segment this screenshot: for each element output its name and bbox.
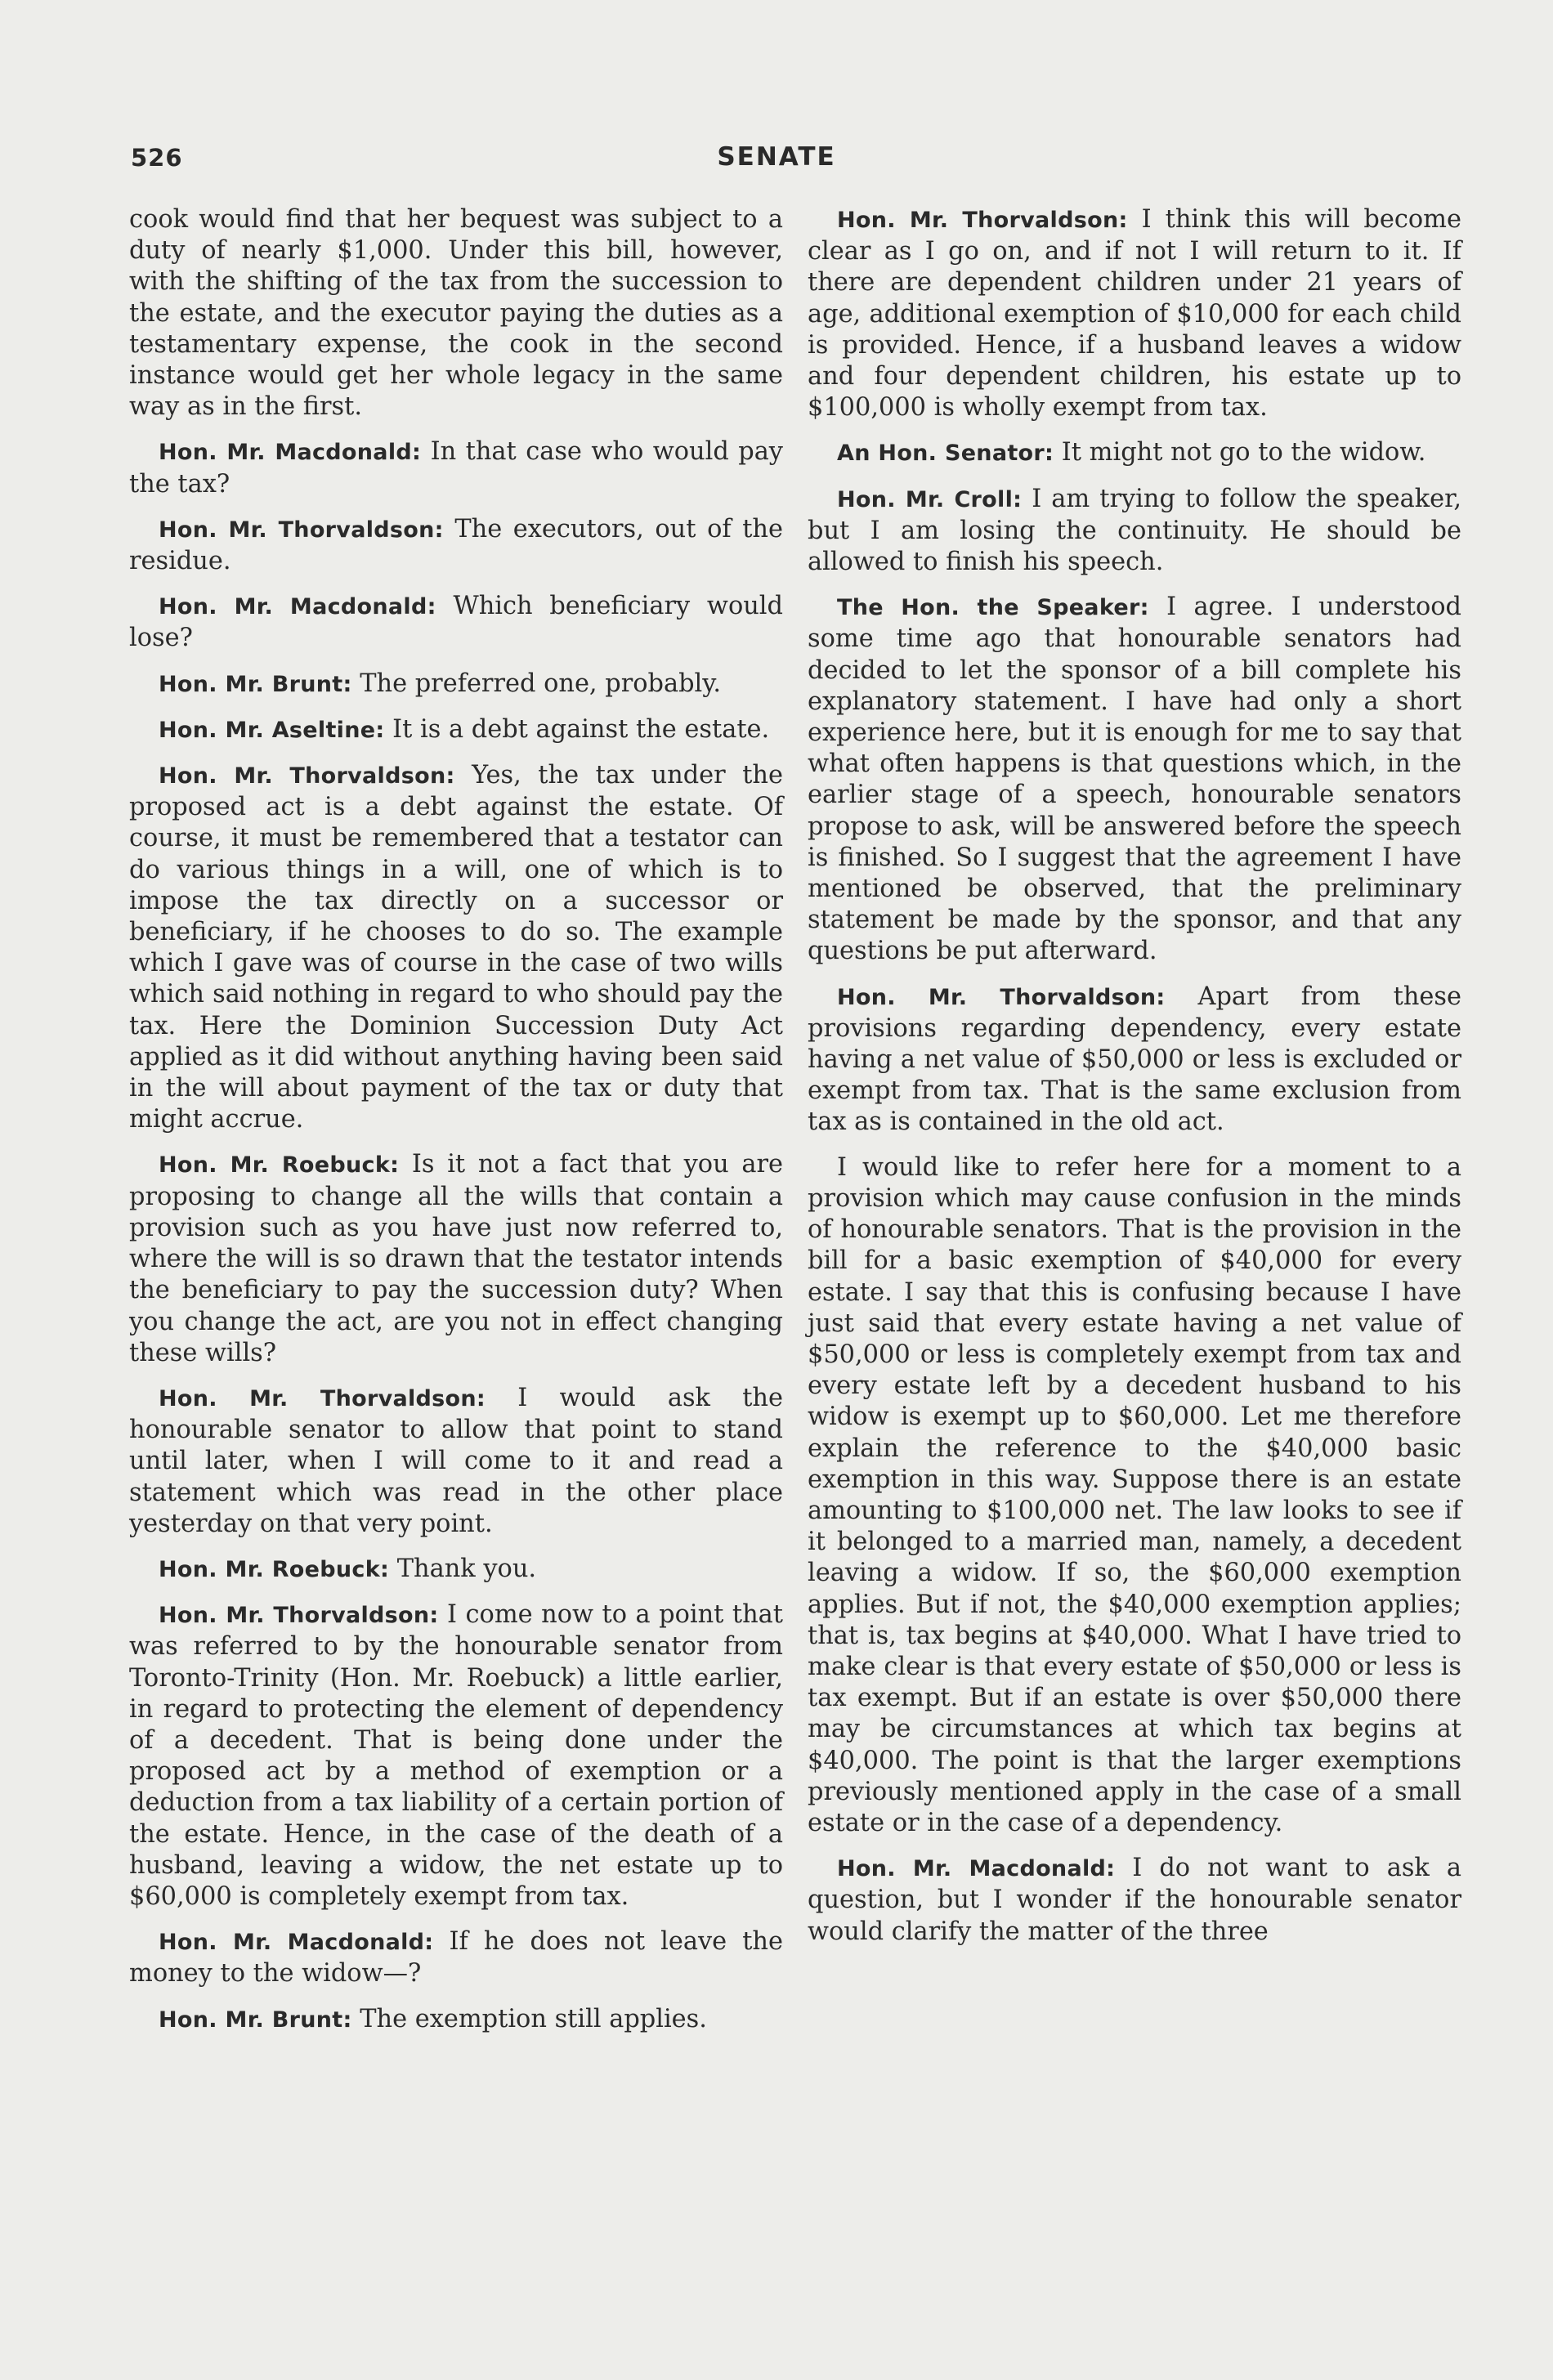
- paragraph: [129, 714, 783, 746]
- speaker-name: Hon. Mr. Thorvaldson:: [159, 1603, 439, 1629]
- paragraph-text: I do not want to ask a question, but I wonder if the honourable senator would clarify the matter of the three: [808, 1854, 1461, 1946]
- paragraph: [129, 1383, 783, 1540]
- speaker-name: Hon. Mr. Roebuck:: [159, 1152, 400, 1179]
- paragraph: [129, 760, 783, 1135]
- paragraph-text: Yes, the tax under the proposed act is a debt against the estate. Of course, it must be remembered that a testator can do various things in a will, one of which is to impose the tax directly on a successor or beneficiary, if he chooses to do so. The example which I gave was of course in the case of two wills which said nothing in regard to who should pay the tax. Here the Dominion Succession Duty Act applied as it did without anything having been said in the will about payment of the tax or duty that might accrue.: [129, 761, 783, 1134]
- speaker-name: Hon. Mr. Aseltine:: [159, 717, 385, 743]
- paragraph-text: It might not go to the widow.: [1061, 438, 1426, 468]
- left-column: [129, 204, 783, 2050]
- paragraph-text: I think this will become clear as I go on, and if not I will return to it. If there are dependent children under 21 years of age, additional exemption of $10,000 for each child is provided. Hence, if a husband leaves a widow and four dependent children, his estate up to $100,000 is wholly exempt from tax.: [808, 205, 1461, 423]
- speaker-name: Hon. Mr. Thorvaldson:: [159, 517, 444, 543]
- paragraph: [129, 436, 783, 499]
- speaker-name: Hon. Mr. Macdonald:: [159, 1930, 434, 1956]
- paragraph-text: I agree. I understood some time ago that honourable senators had decided to let the sponsor of a bill complete his explanatory statement. I have had only a short experience here, but it is enough for me to say that what often happens is that questions which, in the earlier stage of a speech, honourable senators propose to ask, will be answered before the speech is finished. So I suggest that the agreement I have mentioned be observed, that the preliminary statement be made by the sponsor, and that any questions be put afterward.: [808, 593, 1461, 966]
- speaker-name: Hon. Mr. Croll:: [837, 486, 1023, 512]
- paragraph: [129, 1554, 783, 1586]
- paragraph-text: I am trying to follow the speaker, but I am losing the continuity. He should be allowed to finish his speech.: [808, 484, 1461, 577]
- speaker-name: Hon. Mr. Thorvaldson:: [837, 984, 1166, 1010]
- paragraph: [129, 1599, 783, 1912]
- speaker-name: Hon. Mr. Macdonald:: [837, 1856, 1116, 1882]
- paragraph-text: Apart from these provisions regarding dependency, every estate having a net value of $50,000 or less is excluded or exempt from tax. That is the same exclusion from tax as is contained in the old act.: [808, 982, 1461, 1137]
- page-number: 526: [131, 144, 183, 172]
- paragraph: [808, 204, 1461, 423]
- speaker-name: An Hon. Senator:: [837, 441, 1054, 467]
- paragraph-text: I would ask the honourable senator to allow that point to stand until later, when I will come to it and read a statement which was read in the other place yesterday on that very point.: [129, 1383, 783, 1538]
- speaker-name: Hon. Mr. Thorvaldson:: [837, 208, 1128, 233]
- paragraph: [808, 437, 1461, 469]
- paragraph: [129, 1926, 783, 1989]
- speaker-name: Hon. Mr. Roebuck:: [159, 1556, 390, 1582]
- paragraph-text: Is it not a fact that you are proposing to change all the wills that contain a provision such as you have just now referred to, where the will is so drawn that the testator intends the beneficiary to pay the succession duty? When you change the act, are you not in effect changing these wills?: [129, 1150, 783, 1367]
- paragraph: [808, 982, 1461, 1139]
- paragraph: [129, 591, 783, 654]
- paragraph: [129, 1149, 783, 1368]
- right-column: [808, 204, 1461, 1962]
- paragraph: [808, 484, 1461, 579]
- paragraph: [129, 514, 783, 577]
- paragraph-text: The exemption still applies.: [360, 2004, 707, 2033]
- paragraph-text: It is a debt against the estate.: [392, 714, 770, 744]
- speaker-name: Hon. Mr. Brunt:: [159, 671, 352, 697]
- speaker-name: Hon. Mr. Macdonald:: [159, 594, 436, 620]
- paragraph: [808, 1152, 1461, 1839]
- paragraph: [129, 204, 783, 423]
- paragraph-text: Which beneficiary would lose?: [129, 592, 783, 653]
- speaker-name: Hon. Mr. Thorvaldson:: [159, 1385, 486, 1411]
- paragraph-text: I would like to refer here for a moment to a provision which may cause confusion in the minds of honourable senators. That is the provision in the bill for a basic exemption of $40,000 for every estate. I say that this is confusing because I have just said that every estate having a net value of $50,000 or less is completely exempt from tax and every estate left by a decedent husband to his widow is exempt up to $60,000. Let me therefore explain the reference to the $40,000 basic exemption in this way. Suppose there is an estate amounting to $100,000 net. The law looks to see if it belonged to a married man, namely, a decedent leaving a widow. If so, the $60,000 exemption applies. But if not, the $40,000 exemption applies; that is, tax begins at $40,000. What I have tried to make clear is that every estate of $50,000 or less is tax exempt. But if an estate is over $50,000 there may be circumstances at which tax begins at $40,000. The point is that the larger exemptions previously mentioned apply in the case of a small estate or in the case of a dependency.: [808, 1152, 1461, 1837]
- paragraph: [129, 2004, 783, 2036]
- paragraph: [129, 669, 783, 700]
- paragraph-text: Thank you.: [396, 1554, 537, 1583]
- paragraph-text: cook would find that her bequest was subject to a duty of nearly $1,000. Under this bill, however, with the shifting of the tax from the succession to the estate, and the executor paying the duties as a testamentary expense, the cook in the second instance would get her whole legacy in the same way as in the first.: [129, 205, 783, 422]
- paragraph-text: If he does not leave the money to the widow—?: [129, 1927, 783, 1989]
- paragraph-text: The executors, out of the residue.: [129, 514, 783, 576]
- speaker-name: Hon. Mr. Brunt:: [159, 2006, 352, 2033]
- speaker-name: Hon. Mr. Thorvaldson:: [159, 763, 455, 790]
- paragraph-text: The preferred one, probably.: [360, 669, 722, 698]
- paragraph: [808, 592, 1461, 967]
- paragraph-text: In that case who would pay the tax?: [129, 437, 783, 499]
- speaker-name: Hon. Mr. Macdonald:: [159, 440, 422, 466]
- page-title: SENATE: [717, 142, 836, 172]
- speaker-name: The Hon. the Speaker:: [837, 595, 1149, 621]
- paragraph-text: I come now to a point that was referred to by the honourable senator from Toronto-Trinity (Hon. Mr. Roebuck) a little earlier, in regard to protecting the element of dependency of a decedent. That is being done under the proposed act by a method of exemption or a deduction from a tax liability of a certain portion of the estate. Hence, in the case of the death of a husband, leaving a widow, the net estate up to $60,000 is completely exempt from tax.: [129, 1600, 783, 1911]
- paragraph: [808, 1853, 1461, 1948]
